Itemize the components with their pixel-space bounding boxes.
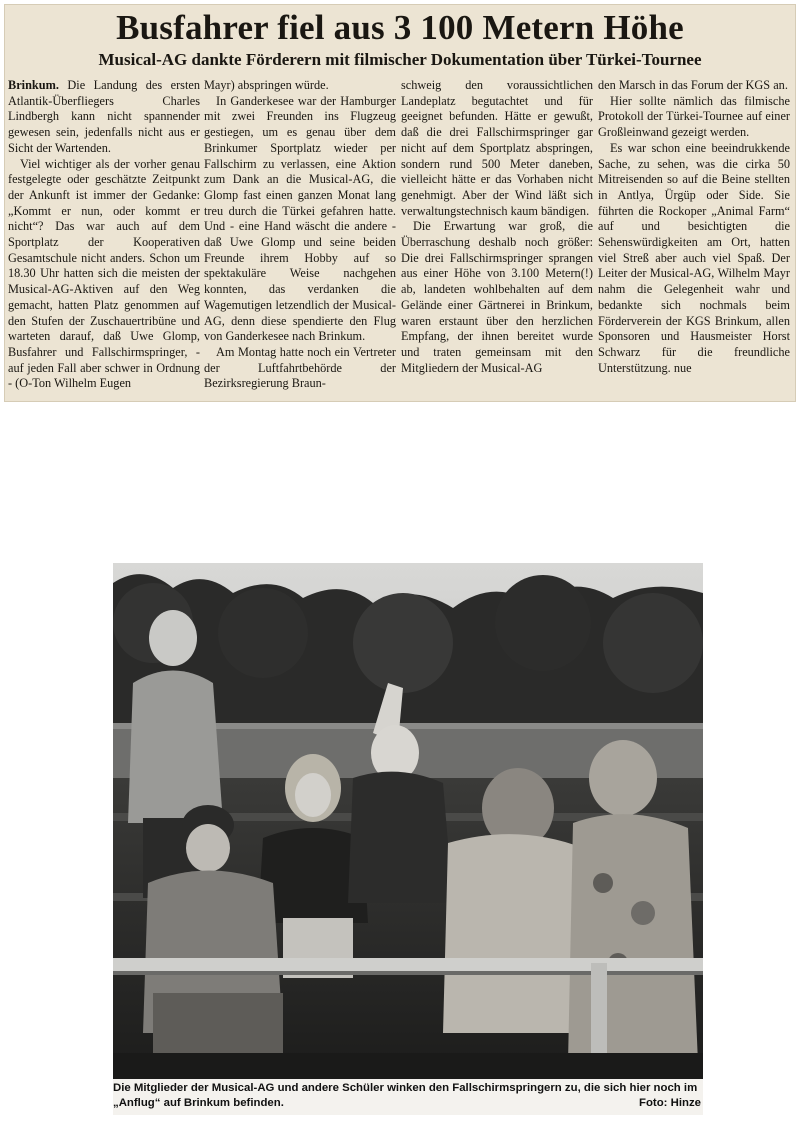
photo-caption: Die Mitglieder der Musical-AG und andere Schüler winken den Fallschirmspringern zu, die sich hier noch im „Anflug“ auf Brinkum befinden. (113, 1082, 698, 1109)
article-column-1 (8, 78, 200, 392)
photo-credit: Foto: Hinze (638, 1097, 701, 1109)
subheadline: Musical-AG dankte Förderern mit filmischer Dokumentation über Türkei-Tournee (98, 50, 702, 69)
newspaper-photo (113, 563, 703, 1079)
article-column-2 (204, 78, 396, 392)
paragraph: Viel wichtiger als der vorher genau festgelegte oder geschätzte Zeitpunkt der Ankunft ist immer der Gedanke: „Kommt er nun, oder kommt er nicht“? Das war auch auf dem Sportplatz der Kooperativen Gesamtschule nicht anders. Schon um 18.30 Uhr hatten sich die meisten der Musical-AG-Aktiven auf den Weg gemacht, hatten Platz genommen auf den Stufen der Zuschauertribüne und warteten darauf, daß Uwe Glomp, Busfahrer und Fallschirmspringer, - auf jeden Fall aber schwer in Ordnung - (O-Ton Wilhelm Eugen (8, 156, 200, 391)
photo-clipping (113, 563, 703, 1115)
article-column-4 (598, 78, 790, 376)
paragraph: Die Erwartung war groß, die Überraschung deshalb noch größer: Die drei Fallschirmspringer sprangen aus einer Höhe von 3.100 Metern(!) ab, landeten wohlbehalten auf dem Gelände einer Gärtnerei in Brinkum, waren erstaunt über den herzlichen Empfang, der ihnen bereitet wurde und traten gemeinsam mit den Mitgliedern der Musical-AG (401, 219, 593, 375)
headline: Busfahrer fiel aus 3 100 Metern Höhe (116, 8, 684, 47)
paragraph: den Marsch in das Forum der KGS an. (598, 78, 788, 92)
paragraph-text: Die Landung des ersten Atlantik-Überfliegers Charles Lindbergh kann nicht spannender gewesen sein, jedenfalls nicht aus er Sicht der Wartenden. (8, 78, 200, 155)
paragraph: Es war schon eine beeindrukkende Sache, zu sehen, was die cirka 50 Mitreisenden so auf die Beine stellten in Antlya, Ürgüp oder Side. Sie führten die Rockoper „Animal Farm“ auf und besichtigten die Sehenswürdigkeiten am Ort, hatten viel Streß aber auch viel Spaß. Der Leiter der Musical-AG, Wilhelm Mayr nahm die Gelegenheit wahr und bedankte sich nochmals beim Förderverein der KGS Brinkum, allen Sponsoren und Hausmeister Horst Schwarz für die freundliche Unterstützung. nue (598, 140, 790, 375)
paragraph: In Ganderkesee war der Hamburger mit zwei Freunden ins Flugzeug gestiegen, um es genau über dem Brinkumer Sportplatz wieder per Fallschirm zu verlassen, eine Aktion zum Dank an die Musical-AG, die Glomp fast einen ganzen Monat lang treu durch die Türkei gefahren hatte. Und - eine Hand wäscht die andere - daß Uwe Glomp und seine beiden Freunde ihrem Hobby auf so spektakuläre Weise nachgehen konnten, das verdanken die Wagemutigen letzendlich der Musical-AG, denn diese spendierte den Flug von Ganderkesee nach Brinkum. (204, 93, 396, 344)
paragraph (8, 78, 200, 157)
paragraph: schweig den voraussichtlichen Landeplatz begutachtet und für geeignet befunden. Hätte er gewußt, daß die drei Fallschirmspringer gar nicht auf dem Sportplatz abspringen, sondern rund 500 Meter daneben, vielleicht hätte er das Vorhaben nicht genehmigt. Aber der Wind läßt sich verwaltungstechnisch kaum bändigen. (401, 78, 593, 218)
paragraph: Hier sollte nämlich das filmische Protokoll der Türkei-Tournee auf einer Großleinwand gezeigt werden. (598, 93, 790, 140)
photo-illustration (113, 563, 703, 1079)
newspaper-clipping (4, 4, 796, 402)
paragraph: Mayr) abspringen würde. (204, 78, 329, 92)
dateline: Brinkum. (8, 78, 59, 92)
article-column-3 (401, 78, 593, 376)
paragraph: Am Montag hatte noch ein Vertreter der Luftfahrtbehörde der Bezirksregierung Braun- (204, 344, 396, 391)
